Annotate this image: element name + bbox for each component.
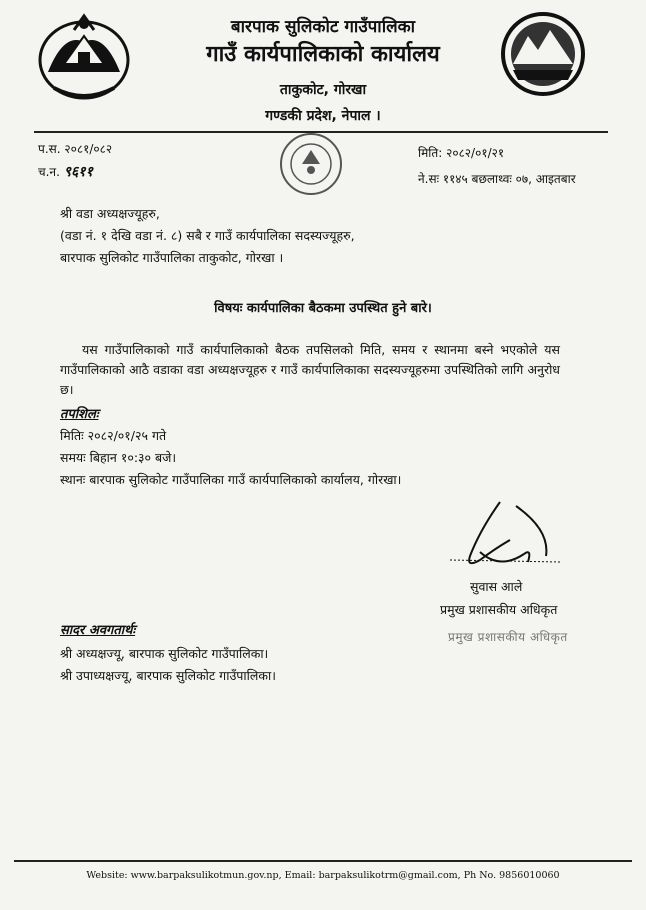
footer-contact: Website: www.barpaksulikotmun.gov.np, Email: barpaksulikotrm@gmail.com, Ph No. 9856010060: [86, 870, 560, 881]
recipient-line: श्री वडा अध्यक्षज्यूहरु,: [60, 206, 160, 221]
letter-paragraph: यस गाउँपालिकाको गाउँ कार्यपालिकाको बैठक तपसिलको मिति, समय र स्थानमा बस्ने भएकोले यस गाउँपालिकाको आठै वडाका वडा अध्यक्षज्यूहरु र गाउँ कार्यपालिकाका सदस्यज्यूहरुमा उपस्थितिको लागि अनुरोध छ।: [60, 342, 560, 397]
letter-date: मिति: २०८२/०१/२१: [418, 146, 505, 160]
office-name: गाउँ कार्यपालिकाको कार्यालय: [206, 42, 440, 67]
cn-prefix: च.न.: [38, 165, 60, 179]
cc-item: श्री उपाध्यक्षज्यू, बारपाक सुलिकोट गाउँपालिका।: [60, 668, 276, 683]
cn-number: [38, 162, 93, 181]
cn-handwritten-value: ९६११: [63, 164, 93, 180]
office-seal-stamp: [270, 128, 352, 200]
footer-divider: [14, 860, 632, 862]
ps-number: प.स. २०८१/०८२: [38, 142, 113, 156]
meeting-date: मितिः २०८२/०१/२५ गते: [60, 428, 167, 443]
meeting-time: समयः बिहान १०:३० बजे।: [60, 450, 177, 465]
signatory-name: सुवास आले: [470, 579, 523, 594]
cc-label: सादर अवगतार्थः: [60, 623, 136, 638]
signature: [440, 500, 570, 576]
signatory-title: प्रमुख प्रशासकीय अधिकृत: [440, 602, 558, 617]
office-place: ताकुकोट, गोरखा: [279, 82, 367, 98]
recipient-line: (वडा नं. १ देखि वडा नं. ८) सबै र गाउँ कार्यपालिका सदस्यज्यूहरु,: [60, 228, 355, 243]
office-province: गण्डकी प्रदेश, नेपाल ।: [265, 108, 381, 124]
municipality-name: बारपाक सुलिकोट गाउँपालिका: [230, 17, 416, 37]
recipient-line: बारपाक सुलिकोट गाउँपालिका ताकुकोट, गोरखा ।: [60, 250, 284, 265]
details-label: तपशिलः: [60, 407, 99, 422]
letter-subject: विषयः कार्यपालिका बैठकमा उपस्थित हुने बारे।: [214, 301, 432, 316]
meeting-place: स्थानः बारपाक सुलिकोट गाउँपालिका गाउँ कार्यपालिकाको कार्यालय, गोरखा।: [60, 472, 402, 487]
cc-item: श्री अध्यक्षज्यू, बारपाक सुलिकोट गाउँपालिका।: [60, 646, 269, 661]
nepal-sambat-date: ने.सः ११४५ बछलाथ्वः ०७, आइतबार: [418, 172, 576, 186]
signatory-stamp: प्रमुख प्रशासकीय अधिकृत: [448, 630, 568, 644]
